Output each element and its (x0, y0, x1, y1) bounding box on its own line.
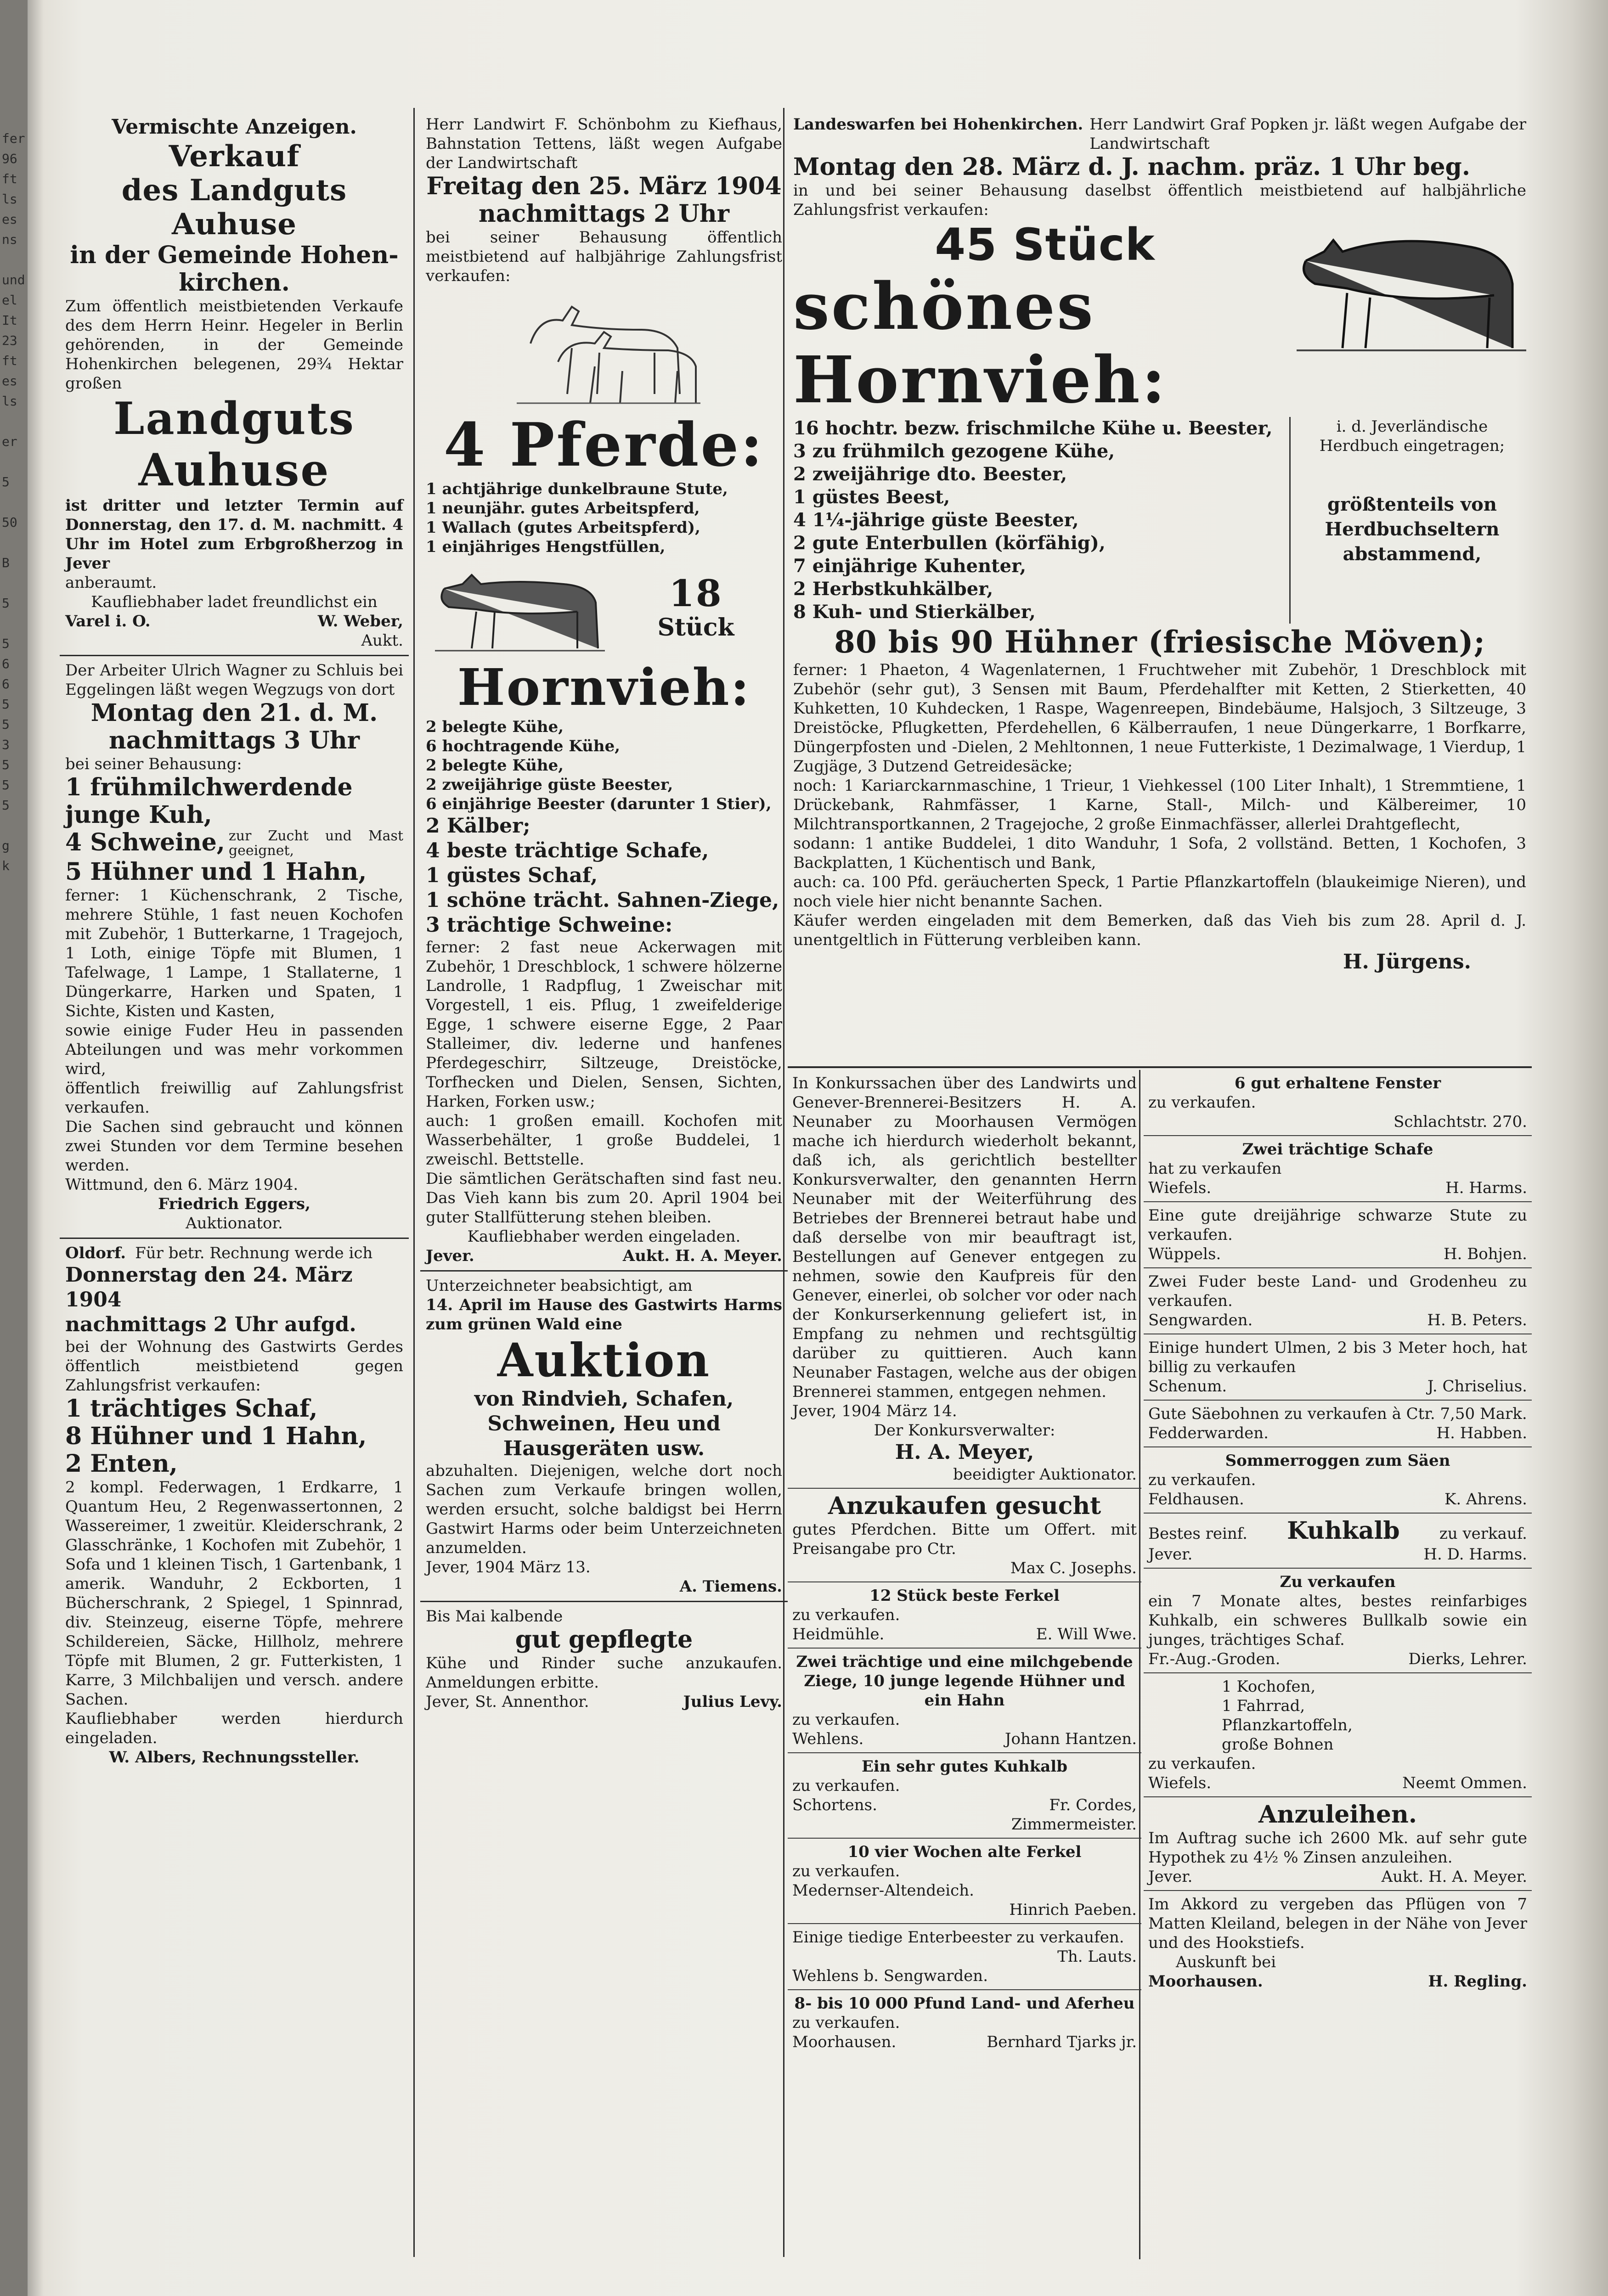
ad-juergens (788, 110, 1532, 979)
ad-date: Wittmund, den 6. März 1904. (65, 1176, 299, 1194)
ad-konkurs (788, 1070, 1141, 1489)
signature-role: Aukt. (361, 631, 403, 650)
ad-item: 2 zweijährige güste Beester, (426, 776, 673, 794)
ad-headline: 80 bis 90 Hühner (friesische Möven); (834, 624, 1486, 660)
ad-schoenbohm (420, 110, 788, 1272)
ad-text: Die sämtlichen Gerätschaften sind fast neu. Das Vieh kann bis zum 20. April 1904 bei guter Stallfütterung stehen bleiben. (426, 1170, 782, 1227)
ad-text: Kaufliebhaber werden eingeladen. (467, 1227, 741, 1246)
ad-text: bei der Wohnung des Gastwirts Gerdes öffentlich meistbietend gegen Zahlungsfrist verkaufen: (65, 1338, 403, 1395)
ad-fenster (1144, 1070, 1532, 1136)
ad-text: öffentlich freiwillig auf Zahlungsfrist verkaufen. (65, 1079, 403, 1117)
signature-name: Hinrich Paeben. (1009, 1901, 1137, 1919)
ad-item: 1 einjähriges Hengstfüllen, (426, 538, 666, 556)
signature-name: H. Harms. (1445, 1179, 1527, 1197)
signature-name: Max C. Josephs. (1010, 1559, 1137, 1577)
ad-headline: Anzukaufen gesucht (828, 1492, 1101, 1520)
ad-anzuleihen (1144, 1797, 1532, 1891)
stueck-label: Stück (657, 613, 734, 642)
ad-item: 8 Kuh- und Stierkälber, (793, 601, 1036, 623)
signature-name: Aukt. H. A. Meyer. (622, 1247, 782, 1265)
ad-text: ferner: 1 Küchenschrank, 2 Tische, mehrere Stühle, 1 fast neuen Kochofen mit Zubehör, 1 Butterkarne, 1 Tragejoch, 1 Loth, einige Töpfe mit Blumen, 1 Tafelwage, 1 Lampe, 1 Stallaterne, 1 Düngerkarre, Harken und Spaten, 1 Sichte, Kisten und Kasten, (65, 886, 403, 1020)
ad-text: Der Arbeiter Ulrich Wagner zu Schluis bei Eggelingen läßt wegen Wegzugs von dort (65, 661, 403, 699)
signature-name: Th. Lauts. (1057, 1947, 1137, 1966)
ad-item: 2 zweijährige dto. Beester, (793, 463, 1067, 485)
ad-text: Der Konkursverwalter: (874, 1421, 1055, 1440)
ad-lauts (788, 1924, 1141, 1990)
ad-text: zu verkaufen. (792, 1606, 900, 1624)
signature-place: Wehlens. (792, 1730, 864, 1748)
signature (65, 612, 403, 631)
ad-item: 1 achtjährige dunkelbraune Stute, (426, 480, 728, 498)
ad-item: 4 Schweine, (65, 828, 225, 856)
ad-text: Kühe und Rinder suche anzukaufen. Anmeldungen erbitte. (426, 1654, 782, 1692)
ad-headline: Anzuleihen. (1258, 1801, 1417, 1829)
ad-item: 1 Fahrrad, (1222, 1697, 1305, 1715)
ad-text: Herr Landwirt F. Schönbohm zu Kiefhaus, Bahnstation Tettens, läßt wegen Aufgabe der Landwirtschaft (426, 115, 782, 172)
ad-text: noch: 1 Kariarckarnmaschine, 1 Trieur, 1 Viehkessel (100 Liter Inhalt), 1 Stremmtiene, 1 Drückebank, Rahmfässer, 1 Karne, Stall-, Milch- und Kälbereimer, 10 Milchtransportkannen, 2 Tragejoche, 2 große Einmachfässer, allerlei Drahtgeflecht, (793, 777, 1526, 833)
signature-place: Wehlens b. Sengwarden. (792, 1967, 988, 1985)
ad-item: 3 trächtige Schweine: (426, 913, 673, 937)
signature-name: A. Tiemens. (679, 1577, 782, 1596)
signature-name: Fr. Cordes, (1049, 1796, 1137, 1814)
ad-item: 16 hochtr. bezw. frischmilche Kühe u. Beester, (793, 417, 1273, 439)
ad-stute (1144, 1202, 1532, 1268)
signature-place: Wiefels. (1148, 1774, 1212, 1792)
ad-date: Jever, 1904 März 14. (792, 1402, 957, 1420)
ad-text: zu verkaufen. (792, 1777, 900, 1795)
column-rule (413, 108, 415, 2257)
signature-role: beeidigter Auktionator. (953, 1465, 1137, 1484)
ad-text: zu verkauf. (1439, 1525, 1527, 1543)
ad-text: sodann: 1 antike Buddelei, 1 dito Wanduhr, 1 Sofa, 2 vollständ. Betten, 1 Kochofen, 3 Backplatten, 1 Küchentisch und Bank, (793, 834, 1526, 872)
signature-place: Sengwarden. (1148, 1311, 1253, 1329)
signature-place: Wüppels. (1148, 1245, 1221, 1263)
ad-text: bei seiner Behausung: (65, 755, 242, 773)
ad-text: Herr Landwirt Graf Popken jr. läßt wegen Aufgabe der Landwirtschaft (1089, 115, 1526, 153)
ad-headline: Landguts (113, 393, 355, 445)
ad-ziege (788, 1649, 1141, 1753)
ad-text: Die Sachen sind gebraucht und können zwei Stunden vor dem Termine besehen werden. (65, 1118, 403, 1175)
ad-text: Bestes reinf. (1148, 1525, 1247, 1543)
signature-name: H. Regling. (1428, 1972, 1527, 1991)
signature-name: Bernhard Tjarks jr. (987, 2033, 1137, 2051)
ad-text: ferner: 1 Phaeton, 4 Wagenlaternen, 1 Fruchtweher mit Zubehör, 1 Dreschblock mit Zubehör (sehr gut), 3 Sensen mit Baum, Pferdehalfter mit Ketten, 2 Stierketten, 40 Kuhketten, 10 Kuhdecken, 1 Raspe, Wagenreepen, Bindebäume, Halsjoch, 3 Siltzeuge, 3 Dreistöcke, Pflugketten, Pferdehellen, 6 Kälberraufen, 1 neue Düngerkarre, 1 Borfkarre, Düngerpfosten und -Dielen, 2 Mehltonnen, 1 neue Futterkiste, 1 Dezimalwage, 1 Vierdup, 1 Zugjäge, 3 Dutzend Getreidesäcke; (793, 661, 1526, 776)
ad-text: gutes Pferdchen. Bitte um Offert. mit Preisangabe pro Ctr. (792, 1520, 1137, 1558)
signature (426, 1246, 782, 1266)
signature (792, 1795, 1137, 1815)
ad-headline: 8- bis 10 000 Pfund Land- und Aferheu (794, 1994, 1135, 2013)
signature-place: Schlachtstr. 270. (1394, 1113, 1527, 1131)
ad-josephs (788, 1489, 1141, 1582)
column-2 (420, 110, 788, 2278)
ad-headline: 4 Pferde: (443, 410, 765, 480)
ad-sommerroggen (1144, 1447, 1532, 1514)
ad-auktion (420, 1272, 788, 1602)
ad-regling (1144, 1891, 1532, 1995)
ad-text: zu verkaufen. (1148, 1755, 1256, 1773)
ad-text: Im Auftrag suche ich 2600 Mk. auf sehr gute Hypothek zu 4½ % Zinsen anzuleihen. (1148, 1829, 1527, 1867)
stueck-number: 18 (669, 572, 723, 615)
ad-item: 6 einjährige Beester (darunter 1 Stier), (426, 795, 772, 813)
ad-ferkel-paeben (788, 1839, 1141, 1924)
ad-date: Montag den 28. März d. J. nachm. präz. 1 Uhr beg. (793, 153, 1471, 181)
ad-headline: Zwei trächtige Schafe (1242, 1140, 1433, 1159)
signature-place: Moorhausen. (1148, 1972, 1263, 1991)
ad-item: 3 zu frühmilch gezogene Kühe, (793, 440, 1115, 462)
ad-headline: 6 gut erhaltene Fenster (1234, 1074, 1441, 1092)
ad-headline: Zu verkaufen (1280, 1573, 1396, 1591)
ad-headline: Verkauf (169, 139, 300, 174)
ad-note: größtenteils von Herdbuchseltern abstammend, (1325, 494, 1500, 565)
column-1 (60, 110, 409, 2278)
ad-date: Freitag den 25. März 1904 (426, 172, 782, 200)
ad-text: anberaumt. (65, 574, 157, 592)
ad-headline: Kuhkalb (1287, 1517, 1400, 1545)
ad-item: 1 frühmilchwerdende junge Kuh, (65, 773, 353, 829)
ad-text: ferner: 2 fast neue Ackerwagen mit Zubehör, 1 Dreschblock, 1 schwere hölzerne Landrolle, 1 Radpflug, 1 Zweischar mit Vorgestell, 1 eis. Pflug, 1 zweifelderige Egge, 1 schwere eiserne Egge, 2 Paar Stalleimer, div. lederne und hanfenes Pferdegeschirr, Siltzeuge, Dreistöcke, Torfhecken und Dielen, Sensen, Sichten, Harken, Forken usw.; (426, 938, 782, 1111)
ad-oldorf (60, 1239, 409, 1772)
ad-item: 1 Wallach (gutes Arbeitspferd), (426, 518, 700, 537)
signature-name: J. Chriselius. (1427, 1377, 1527, 1396)
ad-kuhkalb-harms (1144, 1514, 1532, 1569)
ad-text: Zum öffentlich meistbietenden Verkaufe des dem Herrn Heinr. Hegeler in Berlin gehörenden, in der Gemeinde Hohenkirchen belegenen, 29¾ Hektar großen (65, 297, 403, 393)
ad-headline: schönes Hornvieh: (793, 269, 1168, 418)
ad-text: Käufer werden eingeladen mit dem Bemerken, daß das Vieh bis zum 28. April d. J. unentgeltlich in Fütterung verbleiben kann. (793, 912, 1526, 949)
ad-note: i. d. Jeverländische Herdbuch eingetragen; (1319, 417, 1505, 455)
section-header: Vermischte Anzeigen. (112, 115, 357, 139)
ad-item: 2 Enten, (65, 1450, 178, 1478)
ad-subheadline: von Rindvieh, Schafen, Schweinen, Heu und Hausgeräten usw. (474, 1387, 734, 1460)
ad-dierks (1144, 1569, 1532, 1673)
ad-date: Montag den 21. d. M. (90, 699, 378, 727)
signature-name: Aukt. H. A. Meyer. (1381, 1868, 1527, 1886)
section-rule (788, 1066, 1532, 1068)
ad-time: nachmittags 3 Uhr (108, 726, 360, 754)
ad-ommen (1144, 1673, 1532, 1797)
ad-text: zu verkaufen. (1148, 1471, 1256, 1489)
ad-text: Zwei Fuder beste Land- und Grodenheu zu verkaufen. (1148, 1272, 1527, 1310)
ad-text: In Konkurssachen über des Landwirts und Genever-Brennerei-Besitzers H. A. Neunaber zu Moorhausen Vermögen mache ich hierdurch wiederholt bekannt, daß ich, als gerichtlich bestellter Konkursverwalter, den genannten Herrn Neunaber mit der Weiterführung des Betriebes der Brennerei betraut habe und daß derselbe von mir beauftragt ist, Bestellungen auf Genever entgegen zu nehmen, sowie den Kaufpreis für den Genever, einerlei, ob solcher vor oder nach der Konkurserkennung geliefert ist, in Empfang zu nehmen und rechtsgültig darüber zu quittieren. Auch kann Neunaber Fastagen, welche aus der obigen Brennerei stammen, entgegen nehmen. (792, 1074, 1137, 1401)
signature (1148, 1311, 1527, 1330)
ad-landgut-auhuse (60, 110, 409, 656)
cattle-header-row (426, 557, 782, 658)
signature-place: Fedderwarden. (1148, 1424, 1269, 1442)
signature (1148, 1244, 1527, 1264)
signature-name: W. Weber, (317, 612, 403, 630)
ad-text: zu verkaufen. (792, 1711, 900, 1729)
signature-name: W. Albers, Rechnungssteller. (109, 1748, 360, 1767)
signature-place: Feldhausen. (1148, 1490, 1244, 1508)
hornvieh-titles (793, 219, 1297, 417)
ad-text: Auskunft bei (1176, 1953, 1276, 1971)
ad-date: Donnerstag den 24. März 1904 (65, 1263, 353, 1311)
ad-item: 1 neunjähr. gutes Arbeitspferd, (426, 499, 700, 518)
signature-name: H. A. Meyer, (895, 1441, 1034, 1464)
ad-place: Oldorf. (65, 1244, 126, 1262)
ad-ferkel (788, 1582, 1141, 1649)
hornvieh-header-row (793, 219, 1526, 417)
signature-name: Neemt Ommen. (1402, 1774, 1527, 1792)
ad-item: 4 1¼-jährige güste Beester, (793, 509, 1079, 531)
signature-place: Wiefels. (1148, 1179, 1212, 1197)
signature (426, 1692, 782, 1711)
signature-place: Jever, St. Annenthor. (426, 1693, 589, 1711)
ad-text: 2 kompl. Federwagen, 1 Erdkarre, 1 Quantum Heu, 2 Regenwassertonnen, 2 Wassereimer, 1 zweitür. Kleiderschrank, 2 Glasschränke, 1 Kochofen mit Zubehör, 1 Sofa und 1 kleinen Tisch, 1 Gartenbank, 1 amerik. Wanduhr, 2 Eckborten, 1 Bücherschrank, 2 Spiegel, 1 Spinnrad, div. Steinzeug, eiserne Töpfe, mehrere Schildereien, Säcke, Hillholz, mehrere Töpfe mit Blumen, 2 gr. Futterkisten, 1 Karre, 3 Milchbalijen und versch. andere Sachen. (65, 1478, 403, 1709)
signature-place: Jever. (1148, 1868, 1193, 1886)
ad-kuhkalb-cordes (788, 1753, 1141, 1839)
ad-text: Bis Mai kalbende (426, 1607, 563, 1626)
signature-name: H. D. Harms. (1423, 1545, 1527, 1564)
signature-role: Zimmermeister. (1011, 1815, 1137, 1834)
signature-place: Varel i. O. (65, 612, 151, 630)
ad-headline: Auhuse (172, 207, 297, 242)
ad-item: 2 gute Enterbullen (körfähig), (793, 532, 1106, 554)
ad-place: Landeswarfen bei Hohenkirchen. (793, 115, 1083, 134)
ad-text: zur Zucht und Mast geeignet, (228, 828, 403, 859)
signature (1148, 1972, 1527, 1991)
signature (1148, 1490, 1527, 1509)
signature (792, 2032, 1137, 2052)
signature (1148, 1377, 1527, 1396)
ad-schafe-harms (1144, 1136, 1532, 1202)
ad-headline: Auktion (497, 1333, 711, 1387)
ad-item: 2 belegte Kühe, (426, 756, 564, 775)
cow-illustration (426, 557, 609, 658)
signature-place: Jever. (1148, 1545, 1193, 1564)
ad-headline: Auhuse (138, 444, 330, 496)
ad-headline: Zwei trächtige und eine milchgebende Ziege, 10 junge legende Hühner und ein Hahn (796, 1653, 1133, 1710)
ad-text: sowie einige Fuder Heu in passenden Abteilungen und was mehr vorkommen wird, (65, 1021, 403, 1078)
kuhkalb-line (1148, 1517, 1527, 1545)
ad-tjarks (788, 1990, 1141, 2055)
ad-text: ein 7 Monate altes, bestes reinfarbiges Kuhkalb, ein schweres Bullkalb sowie ein junges, trächtiges Schaf. (1148, 1592, 1527, 1649)
signature-place: Jever. (426, 1247, 474, 1265)
ad-item: 2 belegte Kühe, (426, 718, 564, 736)
signature-name: H. Habben. (1436, 1424, 1527, 1442)
ad-text: in und bei seiner Behausung daselbst öffentlich meistbietend auf halbjährliche Zahlungsfrist verkaufen: (793, 181, 1526, 219)
column-3-top (788, 110, 1532, 1065)
ad-text: bei seiner Behausung öffentlich meistbietend auf halbjährige Zahlungsfrist verkaufen: (426, 228, 782, 285)
signature (1148, 1773, 1527, 1793)
ad-item: 7 einjährige Kuhenter, (793, 555, 1027, 577)
horses-illustration (503, 288, 705, 408)
signature-name: E. Will Wwe. (1036, 1625, 1137, 1643)
ad-item: 1 schöne trächt. Sahnen-Ziege, (426, 889, 779, 912)
ad-headline: 12 Stück beste Ferkel (869, 1587, 1060, 1605)
signature-place: Schenum. (1148, 1377, 1227, 1396)
signature-name: Johann Hantzen. (1004, 1730, 1137, 1748)
signature-name: H. Jürgens. (1343, 950, 1471, 974)
ad-item: 2 Herbstkuhkälber, (793, 578, 993, 600)
signature-place: Moorhausen. (792, 2033, 897, 2051)
ad-time: nachmittags 2 Uhr (478, 200, 730, 228)
signature (1148, 1649, 1527, 1669)
ad-headline: Hornvieh: (457, 658, 751, 717)
signature-name: Dierks, Lehrer. (1408, 1650, 1527, 1668)
ad-item: 2 Kälber; (426, 814, 530, 838)
ad-text: Einige tiedige Enterbeester zu verkaufen. (792, 1928, 1124, 1947)
ad-subheadline: in der Gemeinde Hohen-kirchen. (70, 241, 399, 297)
signature-place: Medernser-Altendeich. (792, 1881, 974, 1900)
ad-text: Gute Säebohnen zu verkaufen à Ctr. 7,50 Mark. (1148, 1405, 1527, 1423)
ad-item: Pflanzkartoffeln, (1222, 1716, 1353, 1734)
ad-item: große Bohnen (1222, 1735, 1334, 1754)
ad-text: Eine gute dreijährige schwarze Stute zu verkaufen. (1148, 1206, 1527, 1244)
signature (1148, 1867, 1527, 1886)
stueck-count (609, 573, 782, 642)
ad-text: hat zu verkaufen (1148, 1159, 1282, 1178)
ad-date: Jever, 1904 März 13. (426, 1558, 591, 1576)
ad-text: abzuhalten. Diejenigen, welche dort noch Sachen zum Verkaufe bringen wollen, werden ersucht, solche baldigst bei Herrn Gastwirt Harms oder beim Unterzeichneten anzumelden. (426, 1462, 782, 1557)
ad-item: 5 Hühner und 1 Hahn, (65, 858, 367, 886)
ad-intro-row (65, 1244, 403, 1263)
ad-text: Für betr. Rechnung werde ich (135, 1244, 373, 1262)
ad-text: Im Akkord zu vergeben das Pflügen von 7 Matten Kleiland, belegen in der Nähe von Jever und des Hookstiefs. (1148, 1895, 1527, 1952)
ad-text: Kaufliebhaber werden hierdurch eingeladen. (65, 1710, 403, 1747)
signature (792, 1729, 1137, 1749)
ad-text: Unterzeichneter beabsichtigt, am (426, 1277, 693, 1295)
ad-item: 4 beste trächtige Schafe, (426, 839, 709, 862)
ad-levy (420, 1602, 788, 1716)
ad-saebohnen (1144, 1401, 1532, 1447)
ad-item: 1 Kochofen, (1222, 1677, 1316, 1696)
ad-ulmen (1144, 1334, 1532, 1401)
ad-text: zu verkaufen. (1148, 1093, 1256, 1112)
signature (1148, 1545, 1527, 1564)
adjacent-page-margin-text: fer 96 ft ls es ns und el It 23 ft es ls er 5 50 B 5 5 6 6 5 5 3 5 5 5 g k (2, 131, 25, 873)
ad-date: 14. April im Hause des Gastwirts Harms zum grünen Wald eine (426, 1296, 782, 1334)
ad-text: zu verkaufen. (792, 1862, 900, 1880)
signature (792, 1625, 1137, 1644)
signature-place: Fr.-Aug.-Groden. (1148, 1650, 1281, 1668)
signature-name: H. B. Peters. (1427, 1311, 1527, 1329)
ad-text: zu verkaufen. (792, 2014, 900, 2032)
hornvieh-notes (1289, 417, 1526, 624)
ad-intro-row (793, 115, 1526, 153)
signature-name: Friedrich Eggers, (158, 1195, 310, 1213)
ad-text: auch: 1 großen emaill. Kochofen mit Wasserbehälter, 1 große Buddelei, 1 zweischl. Bettstelle. (426, 1112, 782, 1169)
signature-role: Auktionator. (186, 1214, 283, 1232)
ad-text: Einige hundert Ulmen, 2 bis 3 Meter hoch, hat billig zu verkaufen (1148, 1339, 1527, 1376)
ad-text: auch: ca. 100 Pfd. geräucherten Speck, 1 Partie Pflanzkartoffeln (blaukeimige Nieren), und noch viele hier nicht benannte Sachen. (793, 873, 1526, 911)
ad-item: 1 güstes Schaf, (426, 864, 598, 887)
bull-illustration (1297, 219, 1526, 357)
ad-headline: gut gepflegte (515, 1626, 693, 1654)
ad-text: Kaufliebhaber ladet freundlichst ein (91, 593, 378, 611)
ad-item: 1 güstes Beest, (793, 486, 950, 508)
ad-time: nachmittags 2 Uhr aufgd. (65, 1313, 356, 1336)
ad-headline: des Landguts (121, 173, 347, 208)
signature-place: Schortens. (792, 1796, 877, 1814)
ad-item: 8 Hühner und 1 Hahn, (65, 1422, 367, 1450)
ad-headline: 10 vier Wochen alte Ferkel (847, 1843, 1082, 1861)
ad-item: 1 trächtiges Schaf, (65, 1395, 318, 1423)
column-3-bottom-left (788, 1070, 1141, 2278)
signature-name: Julius Levy. (683, 1693, 782, 1711)
signature-name: K. Ahrens. (1444, 1490, 1527, 1508)
ad-headline: 45 Stück (935, 219, 1155, 270)
signature (1148, 1424, 1527, 1443)
signature (1148, 1178, 1527, 1198)
hornvieh-items (793, 417, 1289, 624)
signature-place: Heidmühle. (792, 1625, 885, 1643)
ad-headline: Sommerroggen zum Säen (1225, 1452, 1450, 1470)
ad-wagner (60, 656, 409, 1239)
ad-headline: Ein sehr gutes Kuhkalb (862, 1757, 1067, 1776)
ad-item: 6 hochtragende Kühe, (426, 737, 621, 755)
signature-name: H. Bohjen. (1444, 1245, 1527, 1263)
ad-heu-peters (1144, 1268, 1532, 1334)
ad-text: ist dritter und letzter Termin auf Donnerstag, den 17. d. M. nachmitt. 4 Uhr im Hotel zum Erbgroßherzog in Jever (65, 496, 403, 573)
hornvieh-items-row (793, 417, 1526, 624)
ad-item-row (65, 829, 403, 858)
column-3-bottom-right (1144, 1070, 1532, 2278)
